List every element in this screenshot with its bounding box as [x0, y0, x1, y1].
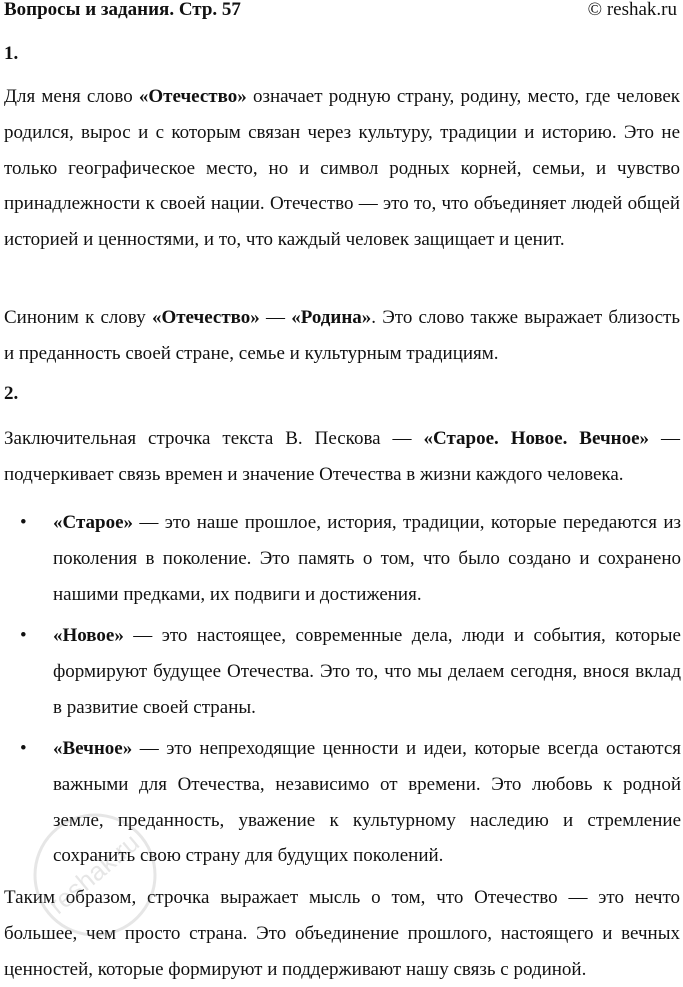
bullet-text	[53, 505, 681, 612]
question-number-2: 2.	[4, 383, 19, 404]
bullet-icon: •	[20, 512, 27, 533]
conclusion-paragraph: Таким образом, строчка выражает мысль о том, что Отечество — это нечто большее, чем просто страна. Это объединение прошлого, настоящего и вечных ценностей, которые формируют и поддерживают нашу связь с родиной.	[4, 887, 680, 980]
bullet-body: — это непреходящие ценности и идеи, которые всегда остаются важными для Отечества, независимо от времени. Это любовь к родной земле, преданность, уважение к культурному наследию и стремление сохранить свою страну для будущих поколений.	[53, 738, 681, 867]
page-title: Вопросы и задания. Стр. 57	[4, 0, 241, 20]
bullet-term: «Вечное»	[53, 738, 133, 759]
bullet-icon: •	[20, 738, 27, 759]
question-number-1: 1.	[4, 43, 19, 64]
bullet-text	[53, 618, 681, 725]
answer-1-paragraph	[4, 79, 680, 258]
intro-text-c: — подчеркивает связь времен и значение Отечества в жизни каждого человека.	[4, 428, 680, 485]
answer-1-text-a: Для меня слово	[4, 86, 139, 107]
answer-1-term: «Отечество»	[138, 86, 247, 107]
bullet-icon: •	[20, 625, 27, 646]
answer-1-text-c: означает родную страну, родину, место, где человек родился, вырос и с которым связан через культуру, традиции и историю. Это не только географическое место, но и символ родных корней, семьи, и чувство принадлежности к своей нации. Отечество — это то, что объединяет людей общей историей и ценностями, и то, что каждый человек защищает и ценит.	[4, 86, 680, 251]
synonym-term-2: «Родина»	[291, 307, 372, 328]
synonym-text-e: . Это слово также выражает близость и преданность своей стране, семье и культурным традициям.	[4, 307, 680, 364]
bullet-term: «Старое»	[53, 512, 134, 533]
answer-2-intro	[4, 421, 680, 493]
intro-text-a: Заключительная строчка текста В. Пескова —	[4, 428, 424, 449]
synonym-text-a: Синоним к слову	[4, 307, 152, 328]
synonym-paragraph	[4, 300, 680, 372]
page-header	[4, 0, 677, 26]
bullet-text	[53, 731, 681, 874]
bullet-body: — это наше прошлое, история, традиции, которые передаются из поколения в поколение. Это память о том, что было создано и сохранено нашими предками, их подвиги и достижения.	[53, 512, 681, 605]
synonym-dash: —	[259, 307, 292, 328]
bullet-term: «Новое»	[53, 625, 124, 646]
site-credit: © reshak.ru	[587, 0, 677, 20]
watermark-text: reshak.ru	[42, 827, 145, 920]
synonym-term-1: «Отечество»	[151, 307, 260, 328]
bullet-body: — это настоящее, современные дела, люди и события, которые формируют будущее Отечества. Это то, что мы делаем сегодня, внося вклад в развитие своей страны.	[53, 625, 681, 718]
intro-quote: «Старое. Новое. Вечное»	[423, 428, 650, 449]
